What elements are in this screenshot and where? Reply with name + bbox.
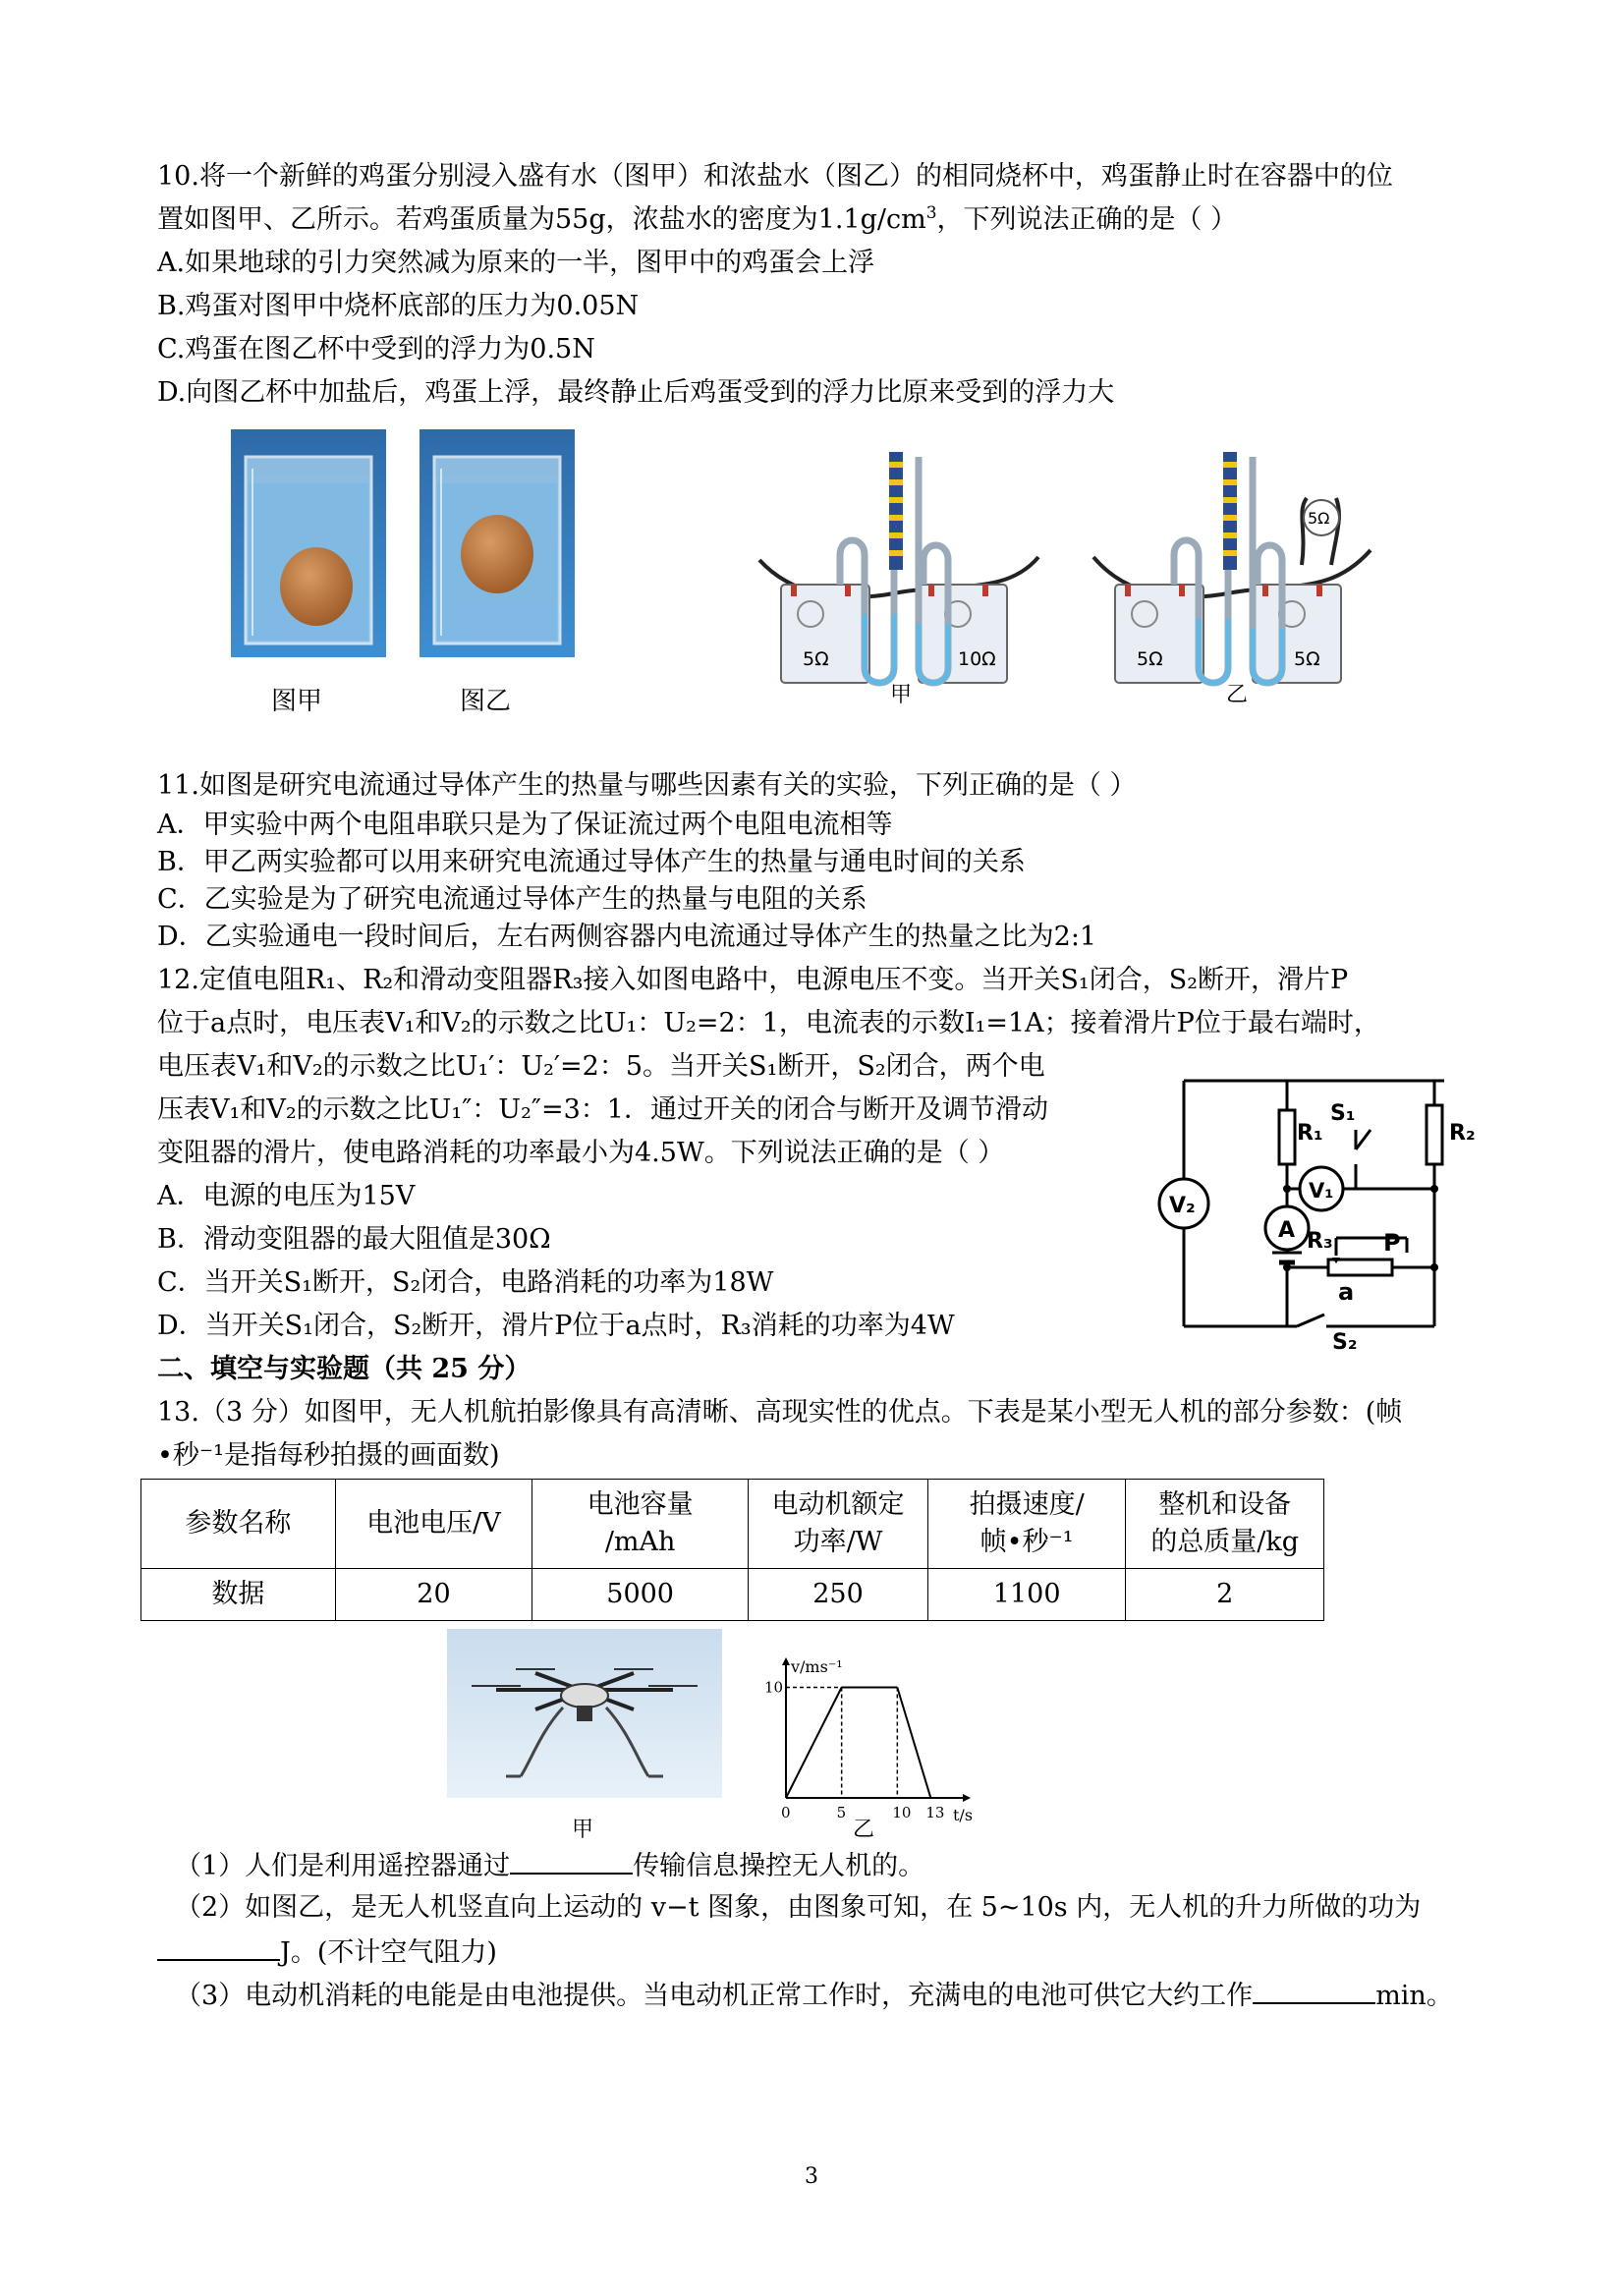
caption-tu-yi: 图乙 bbox=[460, 687, 512, 716]
series-segment bbox=[786, 1688, 842, 1799]
q12-option-b: B．滑动变阻器的最大阻值是30Ω bbox=[157, 1224, 551, 1255]
beaker-saltwater-photo bbox=[420, 429, 575, 657]
answer-blank[interactable] bbox=[510, 1845, 633, 1875]
q13-sub-3: （3）电动机消耗的电能是由电池提供。当电动机正常工作时，充满电的电池可供它大约工作 min。 bbox=[175, 1975, 1453, 2016]
drone-parameter-table bbox=[140, 1479, 1324, 1621]
q10-stem-line-1: 10.将一个新鲜的鸡蛋分别浸入盛有水（图甲）和浓盐水（图乙）的相同烧杯中，鸡蛋静止时在容器中的位 bbox=[157, 161, 1393, 192]
q13-stem-line-2: •秒⁻¹是指每秒拍摄的画面数) bbox=[157, 1440, 500, 1471]
table-cell: 2 bbox=[1126, 1569, 1324, 1621]
caption-chart-yi: 乙 bbox=[853, 1818, 875, 1842]
resistor-label: 5Ω bbox=[1308, 509, 1330, 528]
x-tick-label: 5 bbox=[836, 1804, 847, 1821]
beaker-water-photo bbox=[231, 429, 386, 657]
q10-stem-line-2: 置如图甲、乙所示。若鸡蛋质量为55g，浓盐水的密度为$1.1g/cm^3$，下列说法正确的是（ ） bbox=[157, 203, 1238, 235]
table-cell: 20 bbox=[335, 1569, 532, 1621]
y-tick-label: 10 bbox=[764, 1678, 784, 1697]
q11-option-a: A．甲实验中两个电阻串联只是为了保证流过两个电阻电流相等 bbox=[157, 810, 893, 840]
answer-blank[interactable] bbox=[157, 1932, 280, 1961]
q12-stem-line-3: 电压表V₁和V₂的示数之比U₁′：U₂′=2：5。当开关S₁断开，S₂闭合，两个电 bbox=[157, 1051, 1045, 1082]
q11-option-c: C．乙实验是为了研究电流通过导体产生的热量与电阻的关系 bbox=[157, 884, 867, 915]
p-label: P bbox=[1383, 1229, 1401, 1257]
section-title: 二、填空与实验题（共 25 分） bbox=[157, 1354, 532, 1384]
heat-experiment-jia bbox=[752, 447, 1046, 712]
table-header-cell: 拍摄速度/ 帧•秒⁻¹ bbox=[927, 1480, 1125, 1569]
r3-label: R₃ bbox=[1307, 1229, 1333, 1254]
q13-sub-2-line-2: J。(不计空气阻力) bbox=[157, 1932, 497, 1973]
q12-stem-line-5: 变阻器的滑片，使电路消耗的功率最小为4.5W。下列说法正确的是（ ） bbox=[157, 1138, 1005, 1168]
vt-chart bbox=[756, 1651, 982, 1827]
y-axis-label: v/ms⁻¹ bbox=[791, 1657, 843, 1676]
table-header-cell: 整机和设备 的总质量/kg bbox=[1126, 1480, 1324, 1569]
q13-sub-2-line-1: （2）如图乙，是无人机竖直向上运动的 v−t 图象，由图象可知，在 5~10s 内，无人机的升力所做的功为 bbox=[175, 1892, 1422, 1923]
resistor-label: 5Ω bbox=[1137, 648, 1163, 670]
drone-photo bbox=[447, 1629, 722, 1798]
caption-heat-yi: 乙 bbox=[1226, 683, 1249, 707]
q12-stem-line-4: 压表V₁和V₂的示数之比U₁″：U₂″=3：1．通过开关的闭合与断开及调节滑动 bbox=[157, 1094, 1048, 1125]
q13-sub-1: （1）人们是利用遥控器通过 传输信息操控无人机的。 bbox=[175, 1845, 924, 1886]
q10-option-b: B.鸡蛋对图甲中烧杯底部的压力为0.05N bbox=[157, 291, 640, 321]
table-row bbox=[141, 1569, 1324, 1621]
answer-blank[interactable] bbox=[1253, 1975, 1375, 2004]
v1-label: V₁ bbox=[1309, 1179, 1334, 1203]
r1-label: R₁ bbox=[1297, 1121, 1323, 1146]
ammeter-label: A bbox=[1278, 1218, 1296, 1243]
table-header-cell: 电动机额定 功率/W bbox=[749, 1480, 928, 1569]
series-segment bbox=[897, 1688, 930, 1799]
q11-option-b: B．甲乙两实验都可以用来研究电流通过导体产生的热量与通电时间的关系 bbox=[157, 847, 1026, 877]
caption-heat-jia: 甲 bbox=[890, 683, 913, 707]
a-label: a bbox=[1338, 1278, 1355, 1306]
q12-stem-line-2: 位于a点时，电压表V₁和V₂的示数之比U₁：U₂=2：1，电流表的示数I₁=1A；接着滑片P位于最右端时， bbox=[157, 1008, 1380, 1038]
q10-option-a: A.如果地球的引力突然减为原来的一半，图甲中的鸡蛋会上浮 bbox=[157, 248, 875, 278]
table-header-cell: 电池容量 /mAh bbox=[532, 1480, 749, 1569]
resistor-label: 5Ω bbox=[1294, 648, 1320, 670]
table-cell: 1100 bbox=[927, 1569, 1125, 1621]
q12-option-d: D．当开关S₁闭合，S₂断开，滑片P位于a点时，R₃消耗的功率为4W bbox=[157, 1311, 955, 1341]
s2-label: S₂ bbox=[1332, 1330, 1358, 1355]
table-cell: 5000 bbox=[532, 1569, 749, 1621]
r2-label: R₂ bbox=[1449, 1121, 1476, 1146]
heat-experiment-yi bbox=[1086, 447, 1380, 712]
x-tick-label: 0 bbox=[781, 1804, 791, 1821]
caption-drone-jia: 甲 bbox=[572, 1818, 594, 1842]
table-header-row bbox=[141, 1480, 1324, 1569]
table-header-cell: 电池电压/V bbox=[335, 1480, 532, 1569]
q10-option-c: C.鸡蛋在图乙杯中受到的浮力为0.5N bbox=[157, 334, 595, 364]
q13-stem-line-1: 13.（3 分）如图甲，无人机航拍影像具有高清晰、高现实性的优点。下表是某小型无人机的部分参数：(帧 bbox=[157, 1397, 1403, 1428]
table-cell: 数据 bbox=[141, 1569, 336, 1621]
table-header-cell: 参数名称 bbox=[141, 1480, 336, 1569]
x-tick-label: 10 bbox=[892, 1804, 912, 1821]
x-tick-label: 13 bbox=[925, 1804, 945, 1821]
q12-stem-line-1: 12.定值电阻R₁、R₂和滑动变阻器R₃接入如图电路中，电源电压不变。当开关S₁闭合，S₂断开，滑片P bbox=[157, 965, 1349, 995]
resistor-label: 5Ω bbox=[803, 648, 829, 670]
q10-option-d: D.向图乙杯中加盐后，鸡蛋上浮，最终静止后鸡蛋受到的浮力比原来受到的浮力大 bbox=[157, 377, 1115, 408]
q11-option-d: D．乙实验通电一段时间后，左右两侧容器内电流通过导体产生的热量之比为2:1 bbox=[157, 922, 1097, 952]
v2-label: V₂ bbox=[1169, 1194, 1196, 1218]
caption-tu-jia: 图甲 bbox=[271, 687, 323, 716]
q12-option-a: A．电源的电压为15V bbox=[157, 1181, 416, 1211]
resistor-label: 10Ω bbox=[958, 648, 996, 670]
table-cell: 250 bbox=[749, 1569, 928, 1621]
q11-stem: 11.如图是研究电流通过导体产生的热量与哪些因素有关的实验，下列正确的是（ ） bbox=[157, 770, 1137, 801]
s1-label: S₁ bbox=[1330, 1101, 1356, 1126]
circuit-diagram bbox=[1149, 1071, 1488, 1355]
x-axis-label: t/s bbox=[953, 1806, 974, 1824]
page-number: 3 bbox=[805, 2164, 818, 2189]
q12-option-c: C．当开关S₁断开，S₂闭合，电路消耗的功率为18W bbox=[157, 1267, 774, 1298]
